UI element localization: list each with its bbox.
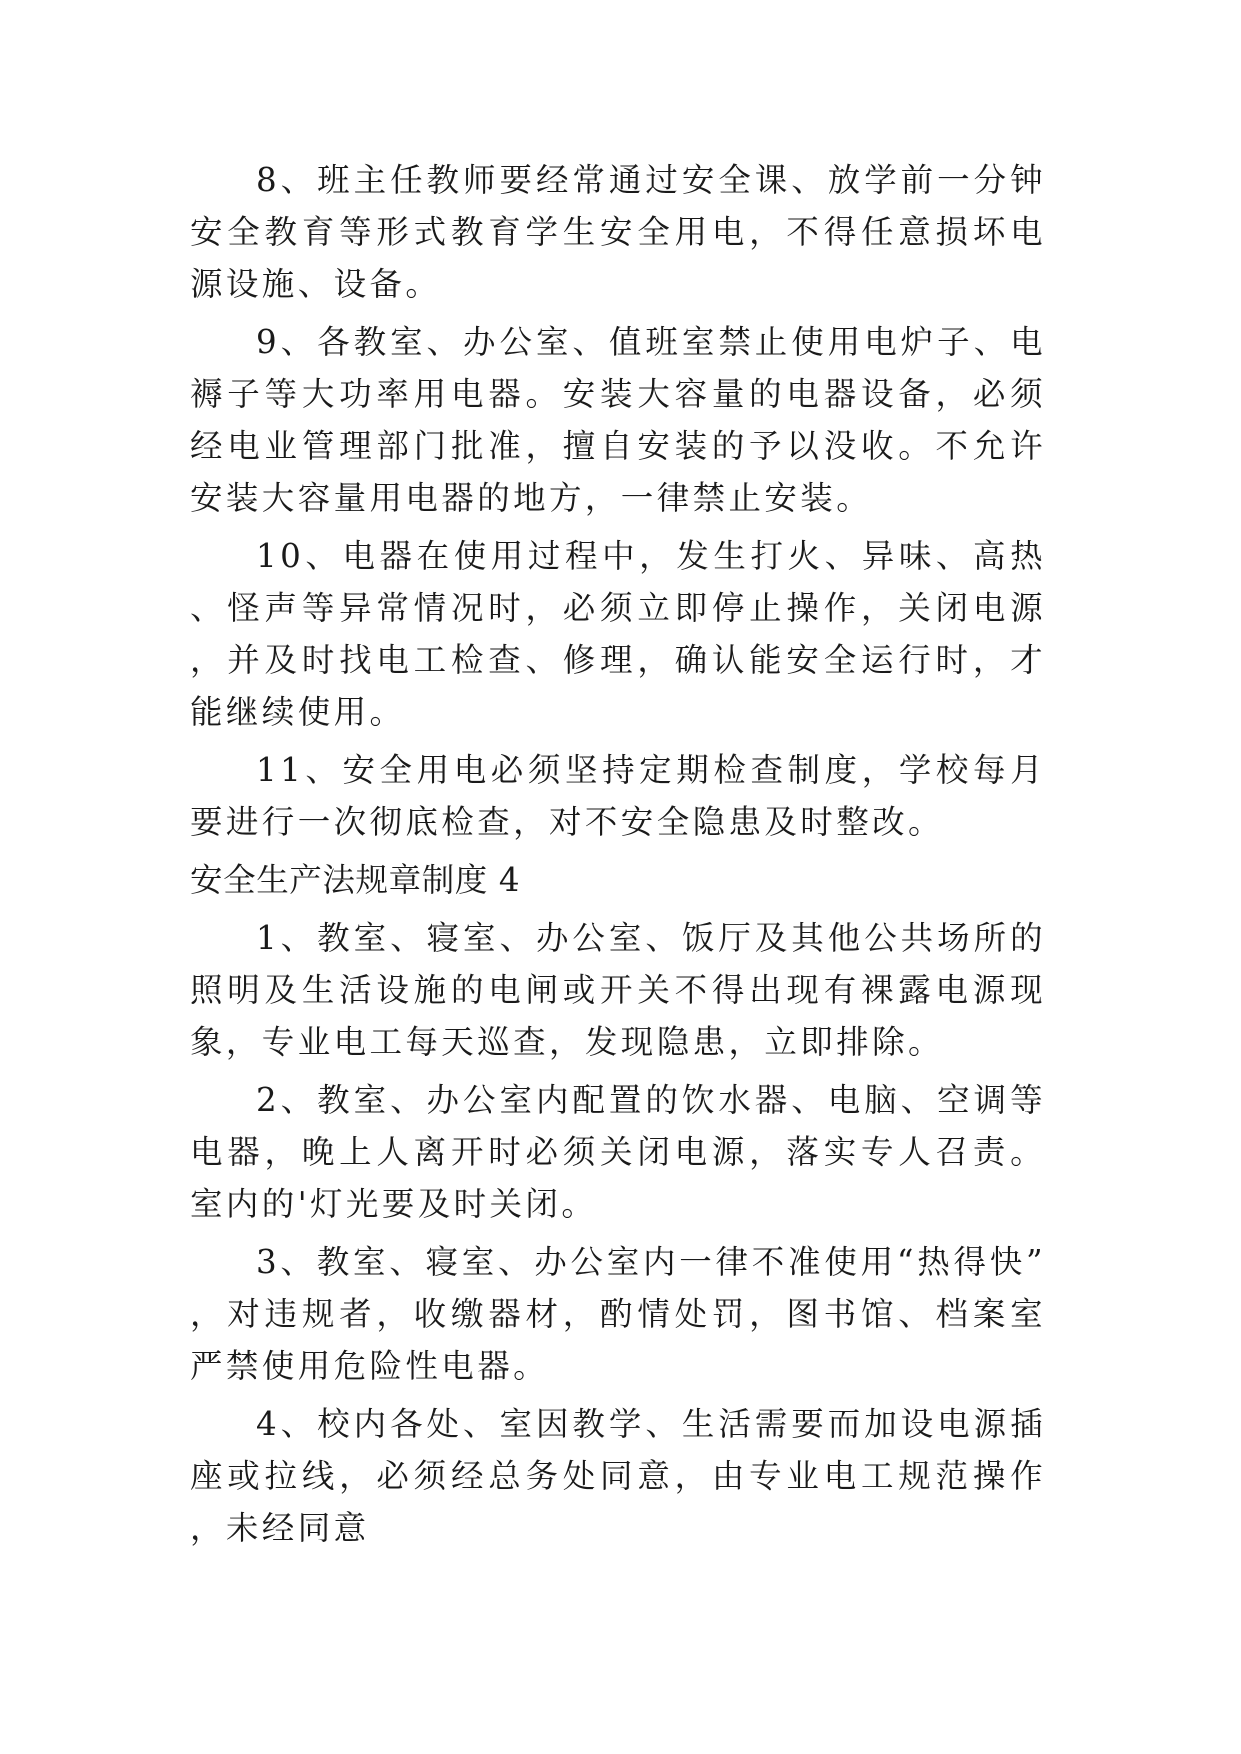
document-body (190, 154, 1046, 1560)
paragraph-rule-1: 1、教室、寝室、办公室、饭厅及其他公共场所的照明及生活设施的电闸或开关不得出现有裸露电源现象，专业电工每天巡查，发现隐患，立即排除。 (190, 919, 1046, 1061)
paragraph-rule-11: 11、安全用电必须坚持定期检查制度，学校每月要进行一次彻底检查，对不安全隐患及时整改。 (190, 751, 1046, 841)
paragraph-rule-10: 10、电器在使用过程中，发生打火、异味、高热、怪声等异常情况时，必须立即停止操作，关闭电源，并及时找电工检查、修理，确认能安全运行时，才能继续使用。 (190, 537, 1046, 731)
paragraph-rule-2: 2、教室、办公室内配置的饮水器、电脑、空调等电器，晚上人离开时必须关闭电源，落实专人召责。室内的'灯光要及时关闭。 (190, 1081, 1046, 1223)
section-heading: 安全生产法规章制度 4 (190, 861, 521, 899)
paragraph-rule-4: 4、校内各处、室因教学、生活需要而加设电源插座或拉线，必须经总务处同意，由专业电工规范操作，未经同意 (190, 1405, 1046, 1547)
paragraph-rule-8: 8、班主任教师要经常通过安全课、放学前一分钟安全教育等形式教育学生安全用电，不得任意损坏电源设施、设备。 (190, 161, 1046, 303)
paragraph-rule-9: 9、各教室、办公室、值班室禁止使用电炉子、电褥子等大功率用电器。安装大容量的电器设备，必须经电业管理部门批准，擅自安装的予以没收。不允许安装大容量用电器的地方，一律禁止安装。 (190, 323, 1046, 517)
paragraph-rule-3: 3、教室、寝室、办公室内一律不准使用“热得快”，对违规者，收缴器材，酌情处罚，图书馆、档案室严禁使用危险性电器。 (190, 1243, 1046, 1385)
